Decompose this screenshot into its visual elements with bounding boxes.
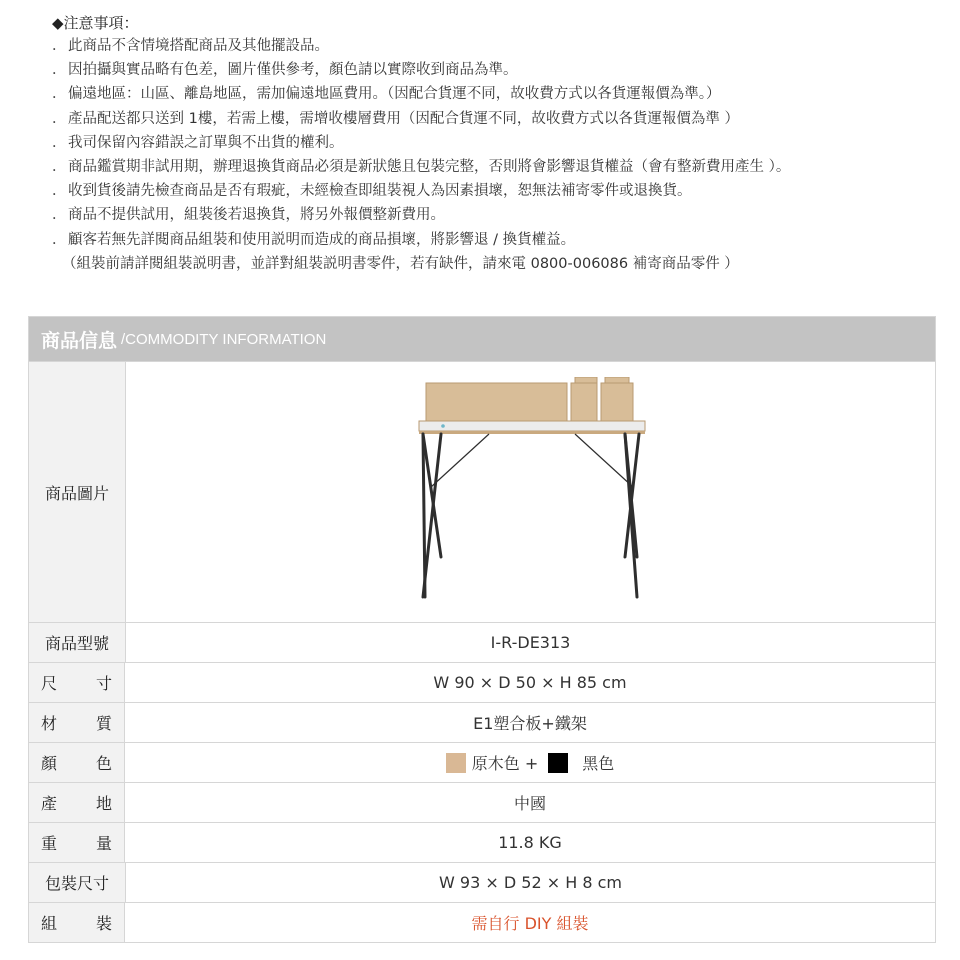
label-size xyxy=(29,663,125,702)
bullet: ． xyxy=(52,86,67,103)
value-model: I-R-DE313 xyxy=(490,633,571,652)
label-weight-a: 重 xyxy=(41,834,58,853)
label-color xyxy=(29,743,125,782)
row-material xyxy=(29,703,935,743)
info-header xyxy=(29,317,935,362)
label-material-b: 質 xyxy=(95,714,112,733)
value-size: W 90 × D 50 × H 85 cm xyxy=(433,673,627,692)
label-origin-a: 產 xyxy=(41,794,58,813)
row-origin xyxy=(29,783,935,823)
note-item xyxy=(52,203,942,227)
note-text: 商品不提供試用，組裝後若退換貨，將另外報價整新費用。 xyxy=(68,207,445,224)
label-size-b: 寸 xyxy=(95,674,112,693)
bullet: ． xyxy=(52,231,67,248)
bullet: ． xyxy=(52,62,67,79)
value-material: E1塑合板+鐵架 xyxy=(473,714,587,733)
value-weight: 11.8 KG xyxy=(498,833,562,852)
note-text: 偏遠地區：山區、離島地區，需加偏遠地區費用。（因配合貨運不同，故收費方式以各貨運報價為準。） xyxy=(68,86,721,103)
note-item xyxy=(52,179,942,203)
label-color-a: 顏 xyxy=(41,754,58,773)
note-item xyxy=(52,34,942,58)
label-origin-b: 地 xyxy=(95,794,112,813)
label-assembly-a: 組 xyxy=(41,914,58,933)
note-text: 產品配送都只送到 1樓，若需上樓，需增收樓層費用（因配合貨運不同，故收費方式以各貨運報價為準 ） xyxy=(68,110,739,127)
product-image-cell xyxy=(126,362,935,622)
value-package-size: W 93 × D 52 × H 8 cm xyxy=(439,873,622,892)
row-package-size xyxy=(29,863,935,903)
info-header-subtitle: /COMMODITY INFORMATION xyxy=(121,330,327,348)
label-model: 商品型號 xyxy=(29,623,126,662)
label-package-size: 包裝尺寸 xyxy=(29,863,126,902)
note-text: 顧客若無先詳閱商品組裝和使用説明而造成的商品損壞，將影響退 / 換貨權益。 xyxy=(68,231,576,248)
bullet: ． xyxy=(52,110,67,127)
label-origin xyxy=(29,783,125,822)
note-text: 我司保留內容錯誤之訂單與不出貨的權利。 xyxy=(68,134,344,151)
label-color-b: 色 xyxy=(95,754,112,773)
note-text: 此商品不含情境搭配商品及其他擺設品。 xyxy=(68,38,329,54)
color2-name: 黑色 xyxy=(582,754,615,773)
color1-name: 原木色 + xyxy=(471,754,539,773)
note-text: 因拍攝與實品略有色差，圖片僅供參考，顏色請以實際收到商品為準。 xyxy=(68,62,518,79)
label-size-a: 尺 xyxy=(41,674,58,693)
notes-list xyxy=(52,34,942,252)
row-color xyxy=(29,743,935,783)
value-color xyxy=(125,743,935,782)
desk-image xyxy=(411,377,651,607)
label-material xyxy=(29,703,125,742)
wood-color-swatch xyxy=(446,753,466,773)
row-assembly xyxy=(29,903,935,943)
color-options xyxy=(446,751,615,774)
note-text: 收到貨後請先檢查商品是否有瑕疵，未經檢查即組裝視人為因素損壞，恕無法補寄零件或退換貨。 xyxy=(68,183,692,200)
notes-title: ◆注意事項： xyxy=(52,14,139,32)
bullet: ． xyxy=(52,38,67,54)
bullet: ． xyxy=(52,207,67,224)
label-assembly xyxy=(29,903,125,942)
row-product-image xyxy=(29,362,935,623)
value-assembly: 需自行 DIY 組裝 xyxy=(471,914,589,933)
label-product-image: 商品圖片 xyxy=(29,362,126,622)
note-item xyxy=(52,58,942,82)
commodity-info-table xyxy=(28,316,936,943)
label-material-a: 材 xyxy=(41,714,58,733)
note-item xyxy=(52,82,942,106)
notes-section xyxy=(52,12,942,276)
row-weight xyxy=(29,823,935,863)
label-weight xyxy=(29,823,125,862)
row-size xyxy=(29,663,935,703)
note-item xyxy=(52,131,942,155)
note-item xyxy=(52,155,942,179)
bullet: ． xyxy=(52,134,67,151)
bullet: ． xyxy=(52,183,67,200)
notes-footer: （組裝前請詳閱組裝説明書，並詳對組裝説明書零件，若有缺件，請來電 0800-006086 補寄商品零件 ） xyxy=(62,255,739,272)
label-assembly-b: 裝 xyxy=(95,914,112,933)
black-color-swatch xyxy=(548,753,568,773)
note-item xyxy=(52,107,942,131)
info-header-title: 商品信息 xyxy=(41,329,118,352)
label-weight-b: 量 xyxy=(95,834,112,853)
value-origin: 中國 xyxy=(513,794,546,813)
row-model xyxy=(29,623,935,663)
note-item xyxy=(52,228,942,252)
bullet: ． xyxy=(52,159,67,176)
note-text: 商品鑑賞期非試用期，辦理退換貨商品必須是新狀態且包裝完整，否則將會影響退貨權益（會有整新費用產生 ）。 xyxy=(68,159,791,176)
